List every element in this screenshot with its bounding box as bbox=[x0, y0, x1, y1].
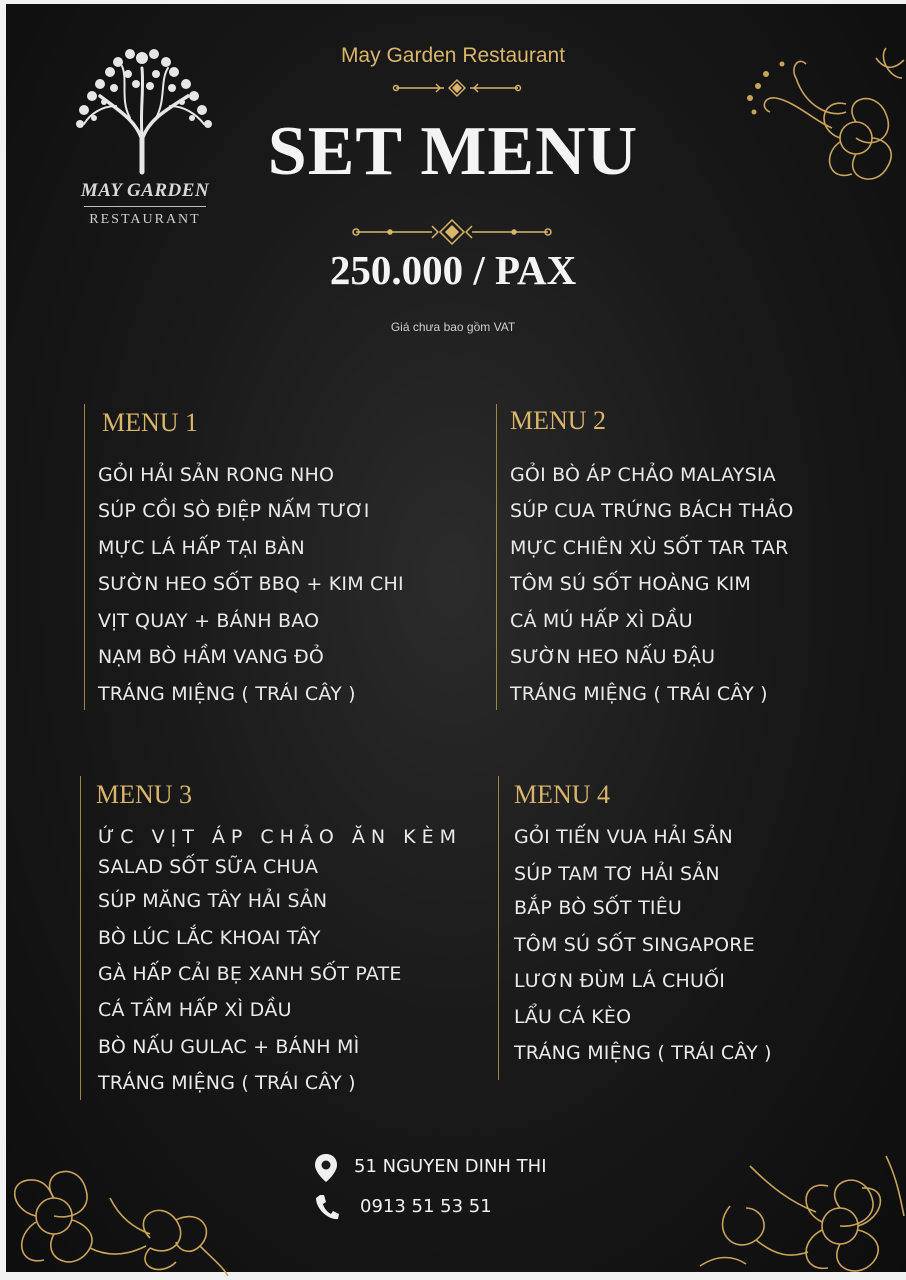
vat-note: Giá chưa bao gồm VAT bbox=[390, 320, 516, 334]
menu-4-item: TRÁNG MIỆNG ( TRÁI CÂY ) bbox=[514, 1042, 772, 1064]
logo-divider bbox=[84, 206, 206, 207]
menu-1-item: SÚP CỒI SÒ ĐIỆP NẤM TƯƠI bbox=[98, 500, 370, 522]
menu-1-item: GỎI HẢI SẢN RONG NHO bbox=[98, 464, 335, 486]
menu-3-divider bbox=[80, 776, 81, 1100]
top-border bbox=[0, 0, 906, 4]
menu-1-item: SƯỜN HEO SỐT BBQ + KIM CHI bbox=[98, 573, 404, 595]
menu-3-item: SALAD SỐT SỮA CHUA bbox=[98, 856, 319, 878]
menu-3-item: BÒ NẤU GULAC + BÁNH MÌ bbox=[98, 1036, 360, 1058]
menu-3-heading: MENU 3 bbox=[96, 780, 193, 809]
menu-2-item: MỰC CHIÊN XÙ SỐT TAR TAR bbox=[510, 537, 789, 559]
menu-4-item: LẨU CÁ KÈO bbox=[514, 1006, 632, 1028]
menu-4-heading: MENU 4 bbox=[514, 780, 611, 809]
menu-2-item: TÔM SÚ SỐT HOÀNG KIM bbox=[510, 573, 751, 595]
menu-3-item: ỨC VỊT ÁP CHẢO ĂN KÈM bbox=[98, 826, 463, 848]
price-per-pax: 250.000 / PAX bbox=[329, 247, 577, 293]
menu-1-item: NẠM BÒ HẦM VANG ĐỎ bbox=[98, 646, 325, 668]
menu-1-item: VỊT QUAY + BÁNH BAO bbox=[98, 610, 320, 632]
menu-2-section bbox=[496, 404, 896, 710]
menu-4-item: BẮP BÒ SỐT TIÊU bbox=[514, 897, 683, 919]
flower-decoration-top-right-icon bbox=[736, 38, 906, 208]
menu-2-item: CÁ MÚ HẤP XÌ DẦU bbox=[510, 610, 693, 632]
menu-2-item: GỎI BÒ ÁP CHẢO MALAYSIA bbox=[510, 464, 776, 486]
menu-1-section bbox=[84, 404, 484, 710]
menu-4-item: TÔM SÚ SỐT SINGAPORE bbox=[514, 934, 755, 956]
menu-2-item: TRÁNG MIỆNG ( TRÁI CÂY ) bbox=[510, 683, 768, 705]
menu-2-item: SÚP CUA TRỨNG BÁCH THẢO bbox=[510, 500, 794, 522]
location-pin-icon bbox=[314, 1153, 338, 1183]
menu-3-item: TRÁNG MIỆNG ( TRÁI CÂY ) bbox=[98, 1072, 356, 1094]
restaurant-name: May Garden Restaurant bbox=[340, 44, 566, 67]
contact-phone: 0913 51 53 51 bbox=[360, 1196, 492, 1217]
menu-3-section bbox=[80, 776, 480, 1100]
menu-2-heading: MENU 2 bbox=[510, 406, 607, 435]
menu-4-item: GỎI TIẾN VUA HẢI SẢN bbox=[514, 826, 733, 848]
flower-decoration-bottom-left-icon bbox=[0, 1138, 230, 1278]
logo-subtitle: RESTAURANT bbox=[89, 212, 201, 227]
menu-3-item: SÚP MĂNG TÂY HẢI SẢN bbox=[98, 890, 328, 912]
logo-brand-name: MAY GARDEN bbox=[80, 180, 210, 201]
menu-3-item: BÒ LÚC LẮC KHOAI TÂY bbox=[98, 927, 321, 949]
menu-1-divider bbox=[84, 404, 85, 710]
menu-2-divider bbox=[496, 404, 497, 710]
ornament-divider-large-icon bbox=[350, 218, 554, 246]
flower-decoration-bottom-right-icon bbox=[690, 1146, 906, 1280]
menu-4-divider bbox=[498, 776, 499, 1080]
left-border bbox=[0, 0, 6, 1280]
menu-3-item: GÀ HẤP CẢI BẸ XANH SỐT PATE bbox=[98, 963, 402, 985]
page-title: SET MENU bbox=[267, 113, 639, 190]
menu-3-item: CÁ TẦM HẤP XÌ DẦU bbox=[98, 999, 292, 1021]
menu-1-heading: MENU 1 bbox=[102, 408, 199, 437]
menu-1-item: MỰC LÁ HẤP TẠI BÀN bbox=[98, 537, 305, 559]
menu-1-item: TRÁNG MIỆNG ( TRÁI CÂY ) bbox=[98, 683, 356, 705]
menu-4-item: LƯƠN ĐÙM LÁ CHUỐI bbox=[514, 970, 726, 992]
menu-2-item: SƯỜN HEO NẤU ĐẬU bbox=[510, 646, 716, 668]
phone-icon bbox=[314, 1193, 340, 1221]
menu-4-section bbox=[498, 776, 898, 1080]
menu-4-item: SÚP TAM TƠ HẢI SẢN bbox=[514, 863, 720, 885]
contact-address: 51 NGUYEN DINH THI bbox=[354, 1156, 547, 1177]
ornament-divider-icon bbox=[392, 78, 522, 98]
